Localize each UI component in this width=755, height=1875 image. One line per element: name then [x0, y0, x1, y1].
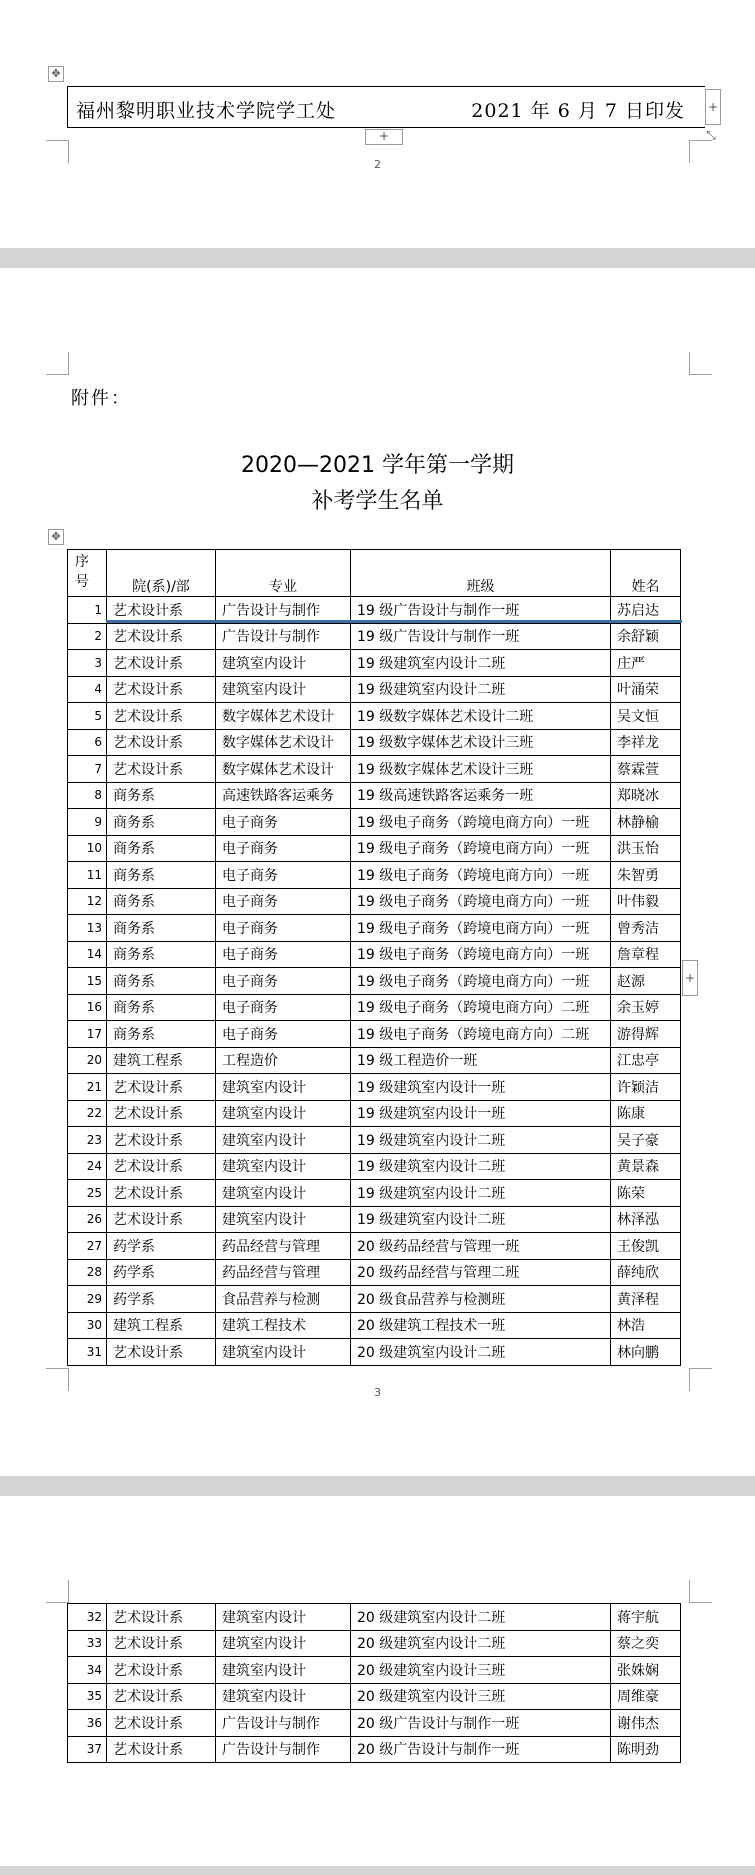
- cell-seq: 9: [68, 809, 107, 836]
- cell-dept: 药学系: [107, 1233, 216, 1260]
- cell-name: 黄景森: [611, 1153, 681, 1180]
- crop-mark: [46, 352, 69, 375]
- cell-seq: 5: [68, 703, 107, 730]
- cell-dept: 商务系: [107, 809, 216, 836]
- cell-seq: 27: [68, 1233, 107, 1260]
- cell-major: 建筑室内设计: [216, 1630, 351, 1657]
- page-gap: [0, 1476, 755, 1496]
- column-header-dept: 院(系)/部: [107, 550, 216, 597]
- cell-seq: 30: [68, 1312, 107, 1339]
- cell-class: 20 级建筑室内设计二班: [351, 1604, 611, 1631]
- cell-dept: 艺术设计系: [107, 1657, 216, 1684]
- cell-class: 19 级建筑室内设计二班: [351, 1180, 611, 1207]
- cell-name: 林静榆: [611, 809, 681, 836]
- cell-class: 20 级建筑室内设计三班: [351, 1683, 611, 1710]
- table-row: [68, 623, 681, 650]
- cell-name: 吴子豪: [611, 1127, 681, 1154]
- cell-seq: 12: [68, 888, 107, 915]
- table-row: [68, 941, 681, 968]
- cell-name: 蔡之奕: [611, 1630, 681, 1657]
- cell-major: 数字媒体艺术设计: [216, 729, 351, 756]
- cell-seq: 32: [68, 1604, 107, 1631]
- cell-class: 19 级建筑室内设计二班: [351, 1153, 611, 1180]
- table-row: [68, 968, 681, 995]
- cell-major: 数字媒体艺术设计: [216, 703, 351, 730]
- move-table-handle-icon[interactable]: ✥: [48, 66, 64, 82]
- cell-class: 19 级建筑室内设计一班: [351, 1074, 611, 1101]
- cell-class: 19 级电子商务（跨境电商方向）一班: [351, 835, 611, 862]
- cell-class: 20 级建筑室内设计三班: [351, 1657, 611, 1684]
- table-row: [68, 756, 681, 783]
- cell-major: 广告设计与制作: [216, 1736, 351, 1763]
- crop-mark: [46, 1580, 69, 1603]
- cell-seq: 33: [68, 1630, 107, 1657]
- cell-name: 王俊凯: [611, 1233, 681, 1260]
- cell-class: 20 级食品营养与检测班: [351, 1286, 611, 1313]
- cell-class: 19 级广告设计与制作一班: [351, 597, 611, 624]
- cell-class: 19 级建筑室内设计二班: [351, 1206, 611, 1233]
- cell-seq: 14: [68, 941, 107, 968]
- table-row: [68, 1312, 681, 1339]
- cell-major: 建筑室内设计: [216, 1100, 351, 1127]
- cell-name: 蔡霖萱: [611, 756, 681, 783]
- cell-name: 陈明劲: [611, 1736, 681, 1763]
- cell-major: 药品经营与管理: [216, 1259, 351, 1286]
- cell-name: 苏启达: [611, 597, 681, 624]
- cell-name: 朱智勇: [611, 862, 681, 889]
- cell-seq: 6: [68, 729, 107, 756]
- table-row: [68, 1206, 681, 1233]
- cell-name: 许颖洁: [611, 1074, 681, 1101]
- cell-class: 19 级工程造价一班: [351, 1047, 611, 1074]
- cell-major: 电子商务: [216, 968, 351, 995]
- cell-major: 建筑室内设计: [216, 650, 351, 677]
- cell-name: 叶伟毅: [611, 888, 681, 915]
- cell-seq: 2: [68, 623, 107, 650]
- cell-major: 电子商务: [216, 941, 351, 968]
- cell-dept: 药学系: [107, 1286, 216, 1313]
- cell-class: 19 级电子商务（跨境电商方向）二班: [351, 1021, 611, 1048]
- cell-class: 19 级电子商务（跨境电商方向）一班: [351, 888, 611, 915]
- cell-name: 周维豪: [611, 1683, 681, 1710]
- cell-name: 蒋宇航: [611, 1604, 681, 1631]
- cell-class: 19 级建筑室内设计一班: [351, 1100, 611, 1127]
- cell-class: 19 级数字媒体艺术设计三班: [351, 756, 611, 783]
- cell-class: 20 级广告设计与制作一班: [351, 1736, 611, 1763]
- cell-dept: 商务系: [107, 915, 216, 942]
- cell-class: 19 级数字媒体艺术设计三班: [351, 729, 611, 756]
- cell-dept: 艺术设计系: [107, 1683, 216, 1710]
- cell-dept: 艺术设计系: [107, 1127, 216, 1154]
- cell-class: 19 级建筑室内设计二班: [351, 676, 611, 703]
- table-row: [68, 1021, 681, 1048]
- table-row: [68, 915, 681, 942]
- cell-name: 黄泽程: [611, 1286, 681, 1313]
- cell-name: 郑晓冰: [611, 782, 681, 809]
- cell-dept: 艺术设计系: [107, 1710, 216, 1737]
- cell-major: 广告设计与制作: [216, 597, 351, 624]
- document-title: 2020—2021 学年第一学期: [241, 453, 514, 478]
- cell-major: 电子商务: [216, 888, 351, 915]
- cell-name: 江忠亭: [611, 1047, 681, 1074]
- cell-seq: 36: [68, 1710, 107, 1737]
- cell-major: 电子商务: [216, 994, 351, 1021]
- cell-name: 陈荣: [611, 1180, 681, 1207]
- cell-name: 庄严: [611, 650, 681, 677]
- cell-dept: 商务系: [107, 888, 216, 915]
- cell-class: 20 级药品经营与管理一班: [351, 1233, 611, 1260]
- table-row: [68, 1683, 681, 1710]
- cell-seq: 20: [68, 1047, 107, 1074]
- cell-seq: 7: [68, 756, 107, 783]
- table-row: [68, 888, 681, 915]
- cell-name: 林浩: [611, 1312, 681, 1339]
- cell-major: 电子商务: [216, 862, 351, 889]
- cell-seq: 10: [68, 835, 107, 862]
- cell-major: 建筑室内设计: [216, 1206, 351, 1233]
- cell-name: 林向鹏: [611, 1339, 681, 1366]
- attachment-label: 附件：: [71, 388, 131, 409]
- table-row: [68, 676, 681, 703]
- table-row: [68, 862, 681, 889]
- cell-name: 余舒颖: [611, 623, 681, 650]
- cell-dept: 商务系: [107, 782, 216, 809]
- cell-name: 洪玉怡: [611, 835, 681, 862]
- cell-major: 食品营养与检测: [216, 1286, 351, 1313]
- cell-class: 19 级电子商务（跨境电商方向）一班: [351, 941, 611, 968]
- cell-class: 19 级电子商务（跨境电商方向）二班: [351, 994, 611, 1021]
- cell-dept: 艺术设计系: [107, 650, 216, 677]
- cell-dept: 商务系: [107, 862, 216, 889]
- table-row: [68, 1710, 681, 1737]
- cell-name: 谢伟杰: [611, 1710, 681, 1737]
- cell-dept: 艺术设计系: [107, 1736, 216, 1763]
- table-row: [68, 650, 681, 677]
- cell-class: 19 级广告设计与制作一班: [351, 623, 611, 650]
- cell-dept: 商务系: [107, 1021, 216, 1048]
- cell-major: 工程造价: [216, 1047, 351, 1074]
- cell-dept: 艺术设计系: [107, 1100, 216, 1127]
- cell-dept: 艺术设计系: [107, 1153, 216, 1180]
- cell-seq: 25: [68, 1180, 107, 1207]
- table-row: [68, 1180, 681, 1207]
- roster-table: [67, 549, 681, 1366]
- cell-seq: 22: [68, 1100, 107, 1127]
- cell-major: 广告设计与制作: [216, 623, 351, 650]
- cell-major: 建筑室内设计: [216, 1604, 351, 1631]
- cell-dept: 艺术设计系: [107, 597, 216, 624]
- cell-seq: 1: [68, 597, 107, 624]
- table-row: [68, 1074, 681, 1101]
- add-column-button[interactable]: +: [682, 960, 698, 996]
- cell-name: 林泽泓: [611, 1206, 681, 1233]
- cell-dept: 商务系: [107, 968, 216, 995]
- cell-class: 19 级建筑室内设计二班: [351, 1127, 611, 1154]
- cell-seq: 37: [68, 1736, 107, 1763]
- cell-seq: 24: [68, 1153, 107, 1180]
- table-row: [68, 1286, 681, 1313]
- cell-major: 建筑室内设计: [216, 1127, 351, 1154]
- cell-major: 建筑室内设计: [216, 1657, 351, 1684]
- cell-class: 19 级建筑室内设计二班: [351, 650, 611, 677]
- cell-name: 赵源: [611, 968, 681, 995]
- cell-major: 建筑室内设计: [216, 1153, 351, 1180]
- cell-seq: 26: [68, 1206, 107, 1233]
- crop-mark: [689, 1580, 712, 1603]
- column-header-class: 班级: [351, 550, 611, 597]
- cell-dept: 艺术设计系: [107, 756, 216, 783]
- cell-class: 20 级建筑工程技术一班: [351, 1312, 611, 1339]
- cell-major: 高速铁路客运乘务: [216, 782, 351, 809]
- cell-dept: 商务系: [107, 835, 216, 862]
- issue-date: 2021 年 6 月 7 日印发: [471, 100, 685, 122]
- cell-major: 建筑室内设计: [216, 676, 351, 703]
- page-number: 2: [374, 158, 381, 171]
- cell-class: 19 级高速铁路客运乘务一班: [351, 782, 611, 809]
- cell-seq: 35: [68, 1683, 107, 1710]
- table-row: [68, 1153, 681, 1180]
- page-gap: [0, 1866, 755, 1875]
- cell-seq: 31: [68, 1339, 107, 1366]
- cell-name: 陈康: [611, 1100, 681, 1127]
- cell-major: 电子商务: [216, 835, 351, 862]
- cell-name: 游得辉: [611, 1021, 681, 1048]
- cell-seq: 21: [68, 1074, 107, 1101]
- cell-class: 19 级数字媒体艺术设计二班: [351, 703, 611, 730]
- roster-table-continued: [67, 1603, 681, 1763]
- cell-dept: 艺术设计系: [107, 703, 216, 730]
- cell-class: 20 级建筑室内设计二班: [351, 1630, 611, 1657]
- cell-major: 电子商务: [216, 1021, 351, 1048]
- table-row: [68, 1127, 681, 1154]
- cell-dept: 建筑工程系: [107, 1312, 216, 1339]
- table-row: [68, 835, 681, 862]
- cell-seq: 8: [68, 782, 107, 809]
- table-row: [68, 1047, 681, 1074]
- add-row-button[interactable]: +: [365, 129, 403, 145]
- cell-dept: 艺术设计系: [107, 1339, 216, 1366]
- table-row: [68, 1657, 681, 1684]
- column-header-major: 专业: [216, 550, 351, 597]
- cell-major: 建筑室内设计: [216, 1180, 351, 1207]
- cell-major: 广告设计与制作: [216, 1710, 351, 1737]
- cell-seq: 15: [68, 968, 107, 995]
- crop-mark: [689, 352, 712, 375]
- cell-seq: 28: [68, 1259, 107, 1286]
- cell-name: 詹章程: [611, 941, 681, 968]
- table-row: [68, 809, 681, 836]
- cell-class: 20 级建筑室内设计二班: [351, 1339, 611, 1366]
- table-row: [68, 1100, 681, 1127]
- issuer-name: 福州黎明职业技术学院学工处: [76, 100, 337, 122]
- cell-name: 叶涌荣: [611, 676, 681, 703]
- cell-dept: 建筑工程系: [107, 1047, 216, 1074]
- cell-class: 20 级广告设计与制作一班: [351, 1710, 611, 1737]
- cell-seq: 4: [68, 676, 107, 703]
- cell-dept: 商务系: [107, 941, 216, 968]
- table-row: [68, 782, 681, 809]
- cell-class: 19 级电子商务（跨境电商方向）一班: [351, 915, 611, 942]
- page-gap: [0, 248, 755, 268]
- cell-seq: 3: [68, 650, 107, 677]
- cell-dept: 药学系: [107, 1259, 216, 1286]
- cell-seq: 13: [68, 915, 107, 942]
- row-insert-indicator: [106, 620, 682, 623]
- cell-seq: 17: [68, 1021, 107, 1048]
- cell-major: 建筑工程技术: [216, 1312, 351, 1339]
- cell-major: 数字媒体艺术设计: [216, 756, 351, 783]
- table-row: [68, 1736, 681, 1763]
- cell-seq: 29: [68, 1286, 107, 1313]
- table-row: [68, 1339, 681, 1366]
- cell-class: 19 级电子商务（跨境电商方向）一班: [351, 809, 611, 836]
- cell-name: 张姝娴: [611, 1657, 681, 1684]
- table-row: [68, 1259, 681, 1286]
- cell-class: 20 级药品经营与管理二班: [351, 1259, 611, 1286]
- cell-name: 曾秀洁: [611, 915, 681, 942]
- issuer-footer: [67, 86, 705, 128]
- cell-dept: 艺术设计系: [107, 623, 216, 650]
- resize-table-icon[interactable]: ⤡: [704, 128, 718, 142]
- cell-major: 建筑室内设计: [216, 1683, 351, 1710]
- cell-dept: 艺术设计系: [107, 1074, 216, 1101]
- document-subtitle: 补考学生名单: [311, 489, 444, 514]
- table-row: [68, 1630, 681, 1657]
- cell-seq: 11: [68, 862, 107, 889]
- cell-dept: 艺术设计系: [107, 1630, 216, 1657]
- cell-name: 薛纯欣: [611, 1259, 681, 1286]
- cell-seq: 23: [68, 1127, 107, 1154]
- column-header-seq: 序 号: [68, 550, 107, 597]
- cell-class: 19 级电子商务（跨境电商方向）一班: [351, 862, 611, 889]
- table-row: [68, 729, 681, 756]
- cell-major: 电子商务: [216, 809, 351, 836]
- column-header-name: 姓名: [611, 550, 681, 597]
- page-number: 3: [374, 1386, 381, 1399]
- cell-class: 19 级电子商务（跨境电商方向）一班: [351, 968, 611, 995]
- cell-major: 药品经营与管理: [216, 1233, 351, 1260]
- table-row: [68, 1604, 681, 1631]
- cell-seq: 34: [68, 1657, 107, 1684]
- table-row: [68, 1233, 681, 1260]
- cell-dept: 艺术设计系: [107, 1604, 216, 1631]
- cell-major: 建筑室内设计: [216, 1339, 351, 1366]
- move-table-handle-icon[interactable]: ✥: [48, 529, 64, 545]
- cell-name: 李祥龙: [611, 729, 681, 756]
- cell-dept: 艺术设计系: [107, 676, 216, 703]
- cell-seq: 16: [68, 994, 107, 1021]
- cell-major: 建筑室内设计: [216, 1074, 351, 1101]
- cell-dept: 商务系: [107, 994, 216, 1021]
- cell-name: 余玉婷: [611, 994, 681, 1021]
- cell-major: 电子商务: [216, 915, 351, 942]
- cell-name: 吴文恒: [611, 703, 681, 730]
- table-row: [68, 703, 681, 730]
- add-column-button[interactable]: +: [705, 89, 721, 125]
- cell-dept: 艺术设计系: [107, 1206, 216, 1233]
- cell-dept: 艺术设计系: [107, 729, 216, 756]
- table-row: [68, 994, 681, 1021]
- cell-dept: 艺术设计系: [107, 1180, 216, 1207]
